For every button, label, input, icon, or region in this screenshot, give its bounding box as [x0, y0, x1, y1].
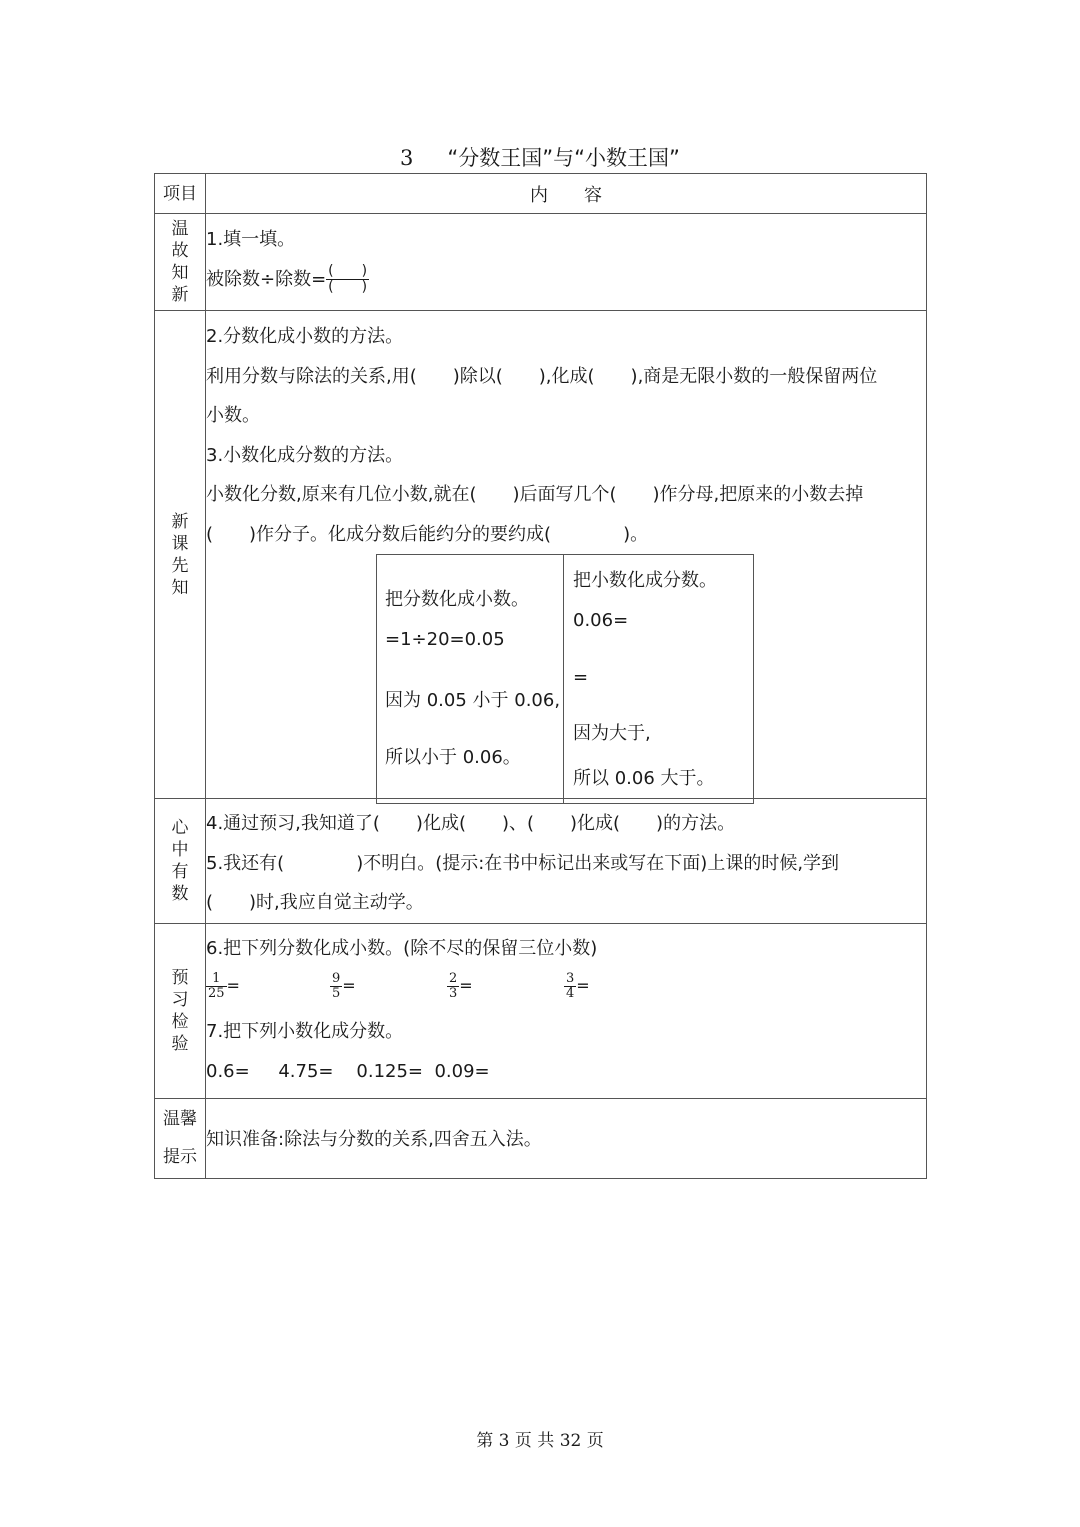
study-table	[154, 173, 927, 1179]
mind-label: 心 中 有 数	[155, 799, 206, 924]
check-row	[155, 923, 927, 1098]
question-1: 1.填一填。	[206, 229, 296, 250]
newlesson-label: 新 课 先 知	[155, 311, 206, 799]
newlesson-row	[155, 311, 927, 799]
review-content	[206, 214, 927, 311]
table-header-row	[155, 174, 927, 214]
mind-content	[206, 799, 927, 924]
fraction-item: $\frac{1}{25}$ =	[208, 971, 240, 1001]
question-7: 7.把下列小数化成分数。	[206, 1021, 404, 1042]
newlesson-content	[206, 311, 927, 799]
lesson-title: “分数王国”与“小数王国”	[447, 146, 680, 170]
review-row	[155, 214, 927, 311]
blank-fraction: $\frac{( )}{( )}$	[328, 263, 368, 295]
tip-row	[155, 1098, 927, 1178]
tip-content: 知识准备:除法与分数的关系,四舍五入法。	[206, 1098, 927, 1178]
header-item: 项目	[155, 174, 206, 214]
question-2-text-a: 利用分数与除法的关系,用( )除以( ),化成( ),商是无限小数的一般保留两位	[206, 365, 878, 387]
question-2: 2.分数化成小数的方法。	[206, 326, 404, 347]
fraction-item: $\frac{3}{4}$ =	[566, 971, 590, 1001]
question-2-text-b: 小数。	[206, 405, 260, 426]
header-content: 内 容	[206, 174, 927, 214]
division-formula: 被除数÷除数= $\frac{( )}{( )}$	[206, 263, 368, 295]
mind-row	[155, 799, 927, 924]
lesson-number: 3	[400, 146, 414, 170]
decimal-to-fraction-box: 把小数化成分数。 0.06= = 因为大于, 所以 0.06 大于。	[564, 555, 754, 804]
question-4: 4.通过预习,我知道了( )化成( )、( )化成( )的方法。	[206, 813, 736, 834]
question-3-text-b: ( )作分子。化成分数后能约分的要约成( )。	[206, 523, 649, 545]
check-content	[206, 923, 927, 1098]
decimal-list: 0.6= 4.75= 0.125= 0.09=	[206, 1060, 490, 1082]
question-5: 5.我还有( )不明白。(提示:在书中标记出来或写在下面)上课的时候,学到	[206, 852, 840, 874]
example-boxes	[376, 554, 754, 804]
check-label: 预 习 检 验	[155, 923, 206, 1098]
fraction-item: $\frac{9}{5}$ =	[332, 971, 356, 1001]
review-label: 温 故 知 新	[155, 214, 206, 311]
question-6: 6.把下列分数化成小数。(除不尽的保留三位小数)	[206, 937, 598, 959]
question-3: 3.小数化成分数的方法。	[206, 444, 404, 466]
fraction-list	[206, 968, 926, 1012]
fraction-item: $\frac{2}{3}$ =	[449, 971, 473, 1001]
tip-label: 温馨 提示	[155, 1098, 206, 1178]
page-title	[0, 144, 1080, 172]
question-3-text-a: 小数化分数,原来有几位小数,就在( )后面写几个( )作分母,把原来的小数去掉	[206, 484, 864, 505]
fraction-to-decimal-box: 把分数化成小数。 =1÷20=0.05 因为 0.05 小于 0.06, 所以小于 0.06。	[377, 555, 564, 804]
page-footer: 第 3 页 共 32 页	[476, 1431, 604, 1451]
question-5-cont: ( )时,我应自觉主动学。	[206, 892, 424, 913]
